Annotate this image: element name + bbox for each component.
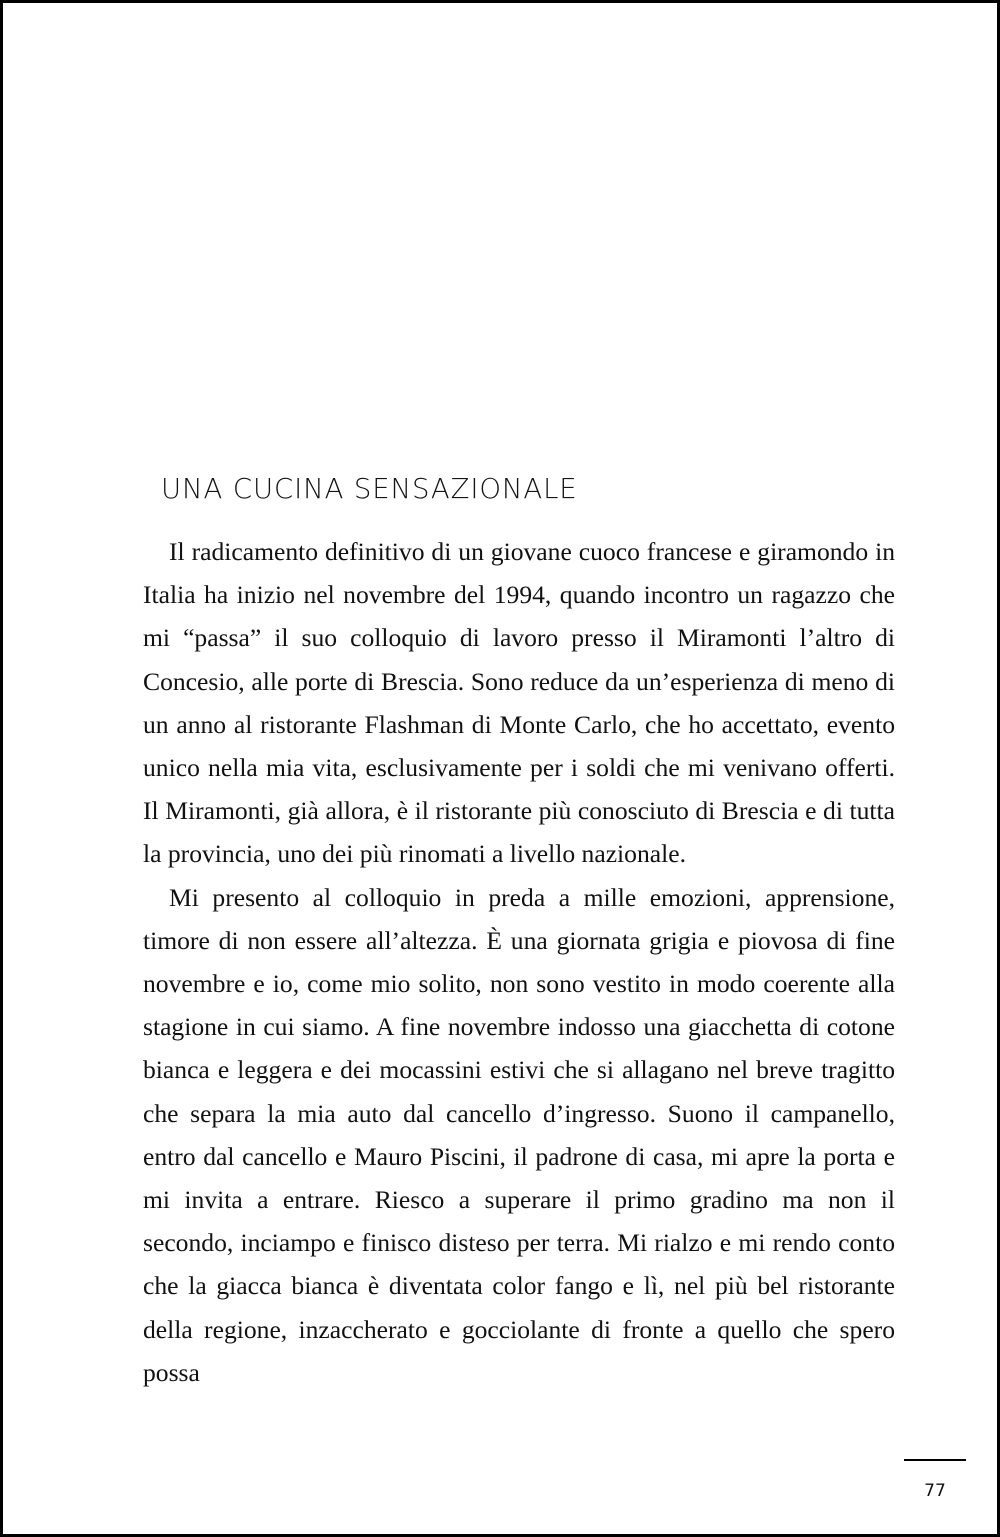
page-number-rule <box>904 1459 966 1461</box>
body-text-block <box>143 530 895 1394</box>
page-number: 77 <box>924 1481 946 1501</box>
chapter-title: UNA CUCINA SENSAZIONALE <box>161 473 578 506</box>
page-content <box>143 0 895 1537</box>
paragraph-1: Il radicamento definitivo di un giovane cuoco francese e giramondo in Italia ha inizio nel novembre del 1994, quando incontro un ragazzo che mi “passa” il suo colloquio di lavoro presso il Miramonti l’altro di Concesio, alle porte di Brescia. Sono reduce da un’esperienza di meno di un anno al ristorante Flashman di Monte Carlo, che ho accettato, evento unico nella mia vita, esclusivamente per i soldi che mi venivano offerti. Il Miramonti, già allora, è il ristorante più conosciuto di Brescia e di tutta la provincia, uno dei più rinomati a livello nazionale. <box>143 537 895 869</box>
paragraph-2: Mi presento al colloquio in preda a mille emozioni, apprensione, timore di non essere all’altezza. È una giornata grigia e piovosa di fine novembre e io, come mio solito, non sono vestito in modo coerente alla stagione in cui siamo. A fine novembre indosso una giacchetta di cotone bianca e leggera e dei mocassini estivi che si allagano nel breve tragitto che separa la mia auto dal cancello d’ingresso. Suono il campanello, entro dal cancello e Mauro Piscini, il padrone di casa, mi apre la porta e mi invita a entrare. Riesco a superare il primo gradino ma non il secondo, inciampo e finisco disteso per terra. Mi rialzo e mi rendo conto che la giacca bianca è diventata color fango e lì, nel più bel ristorante della regione, inzaccherato e gocciolante di fronte a quello che spero possa <box>143 882 895 1387</box>
